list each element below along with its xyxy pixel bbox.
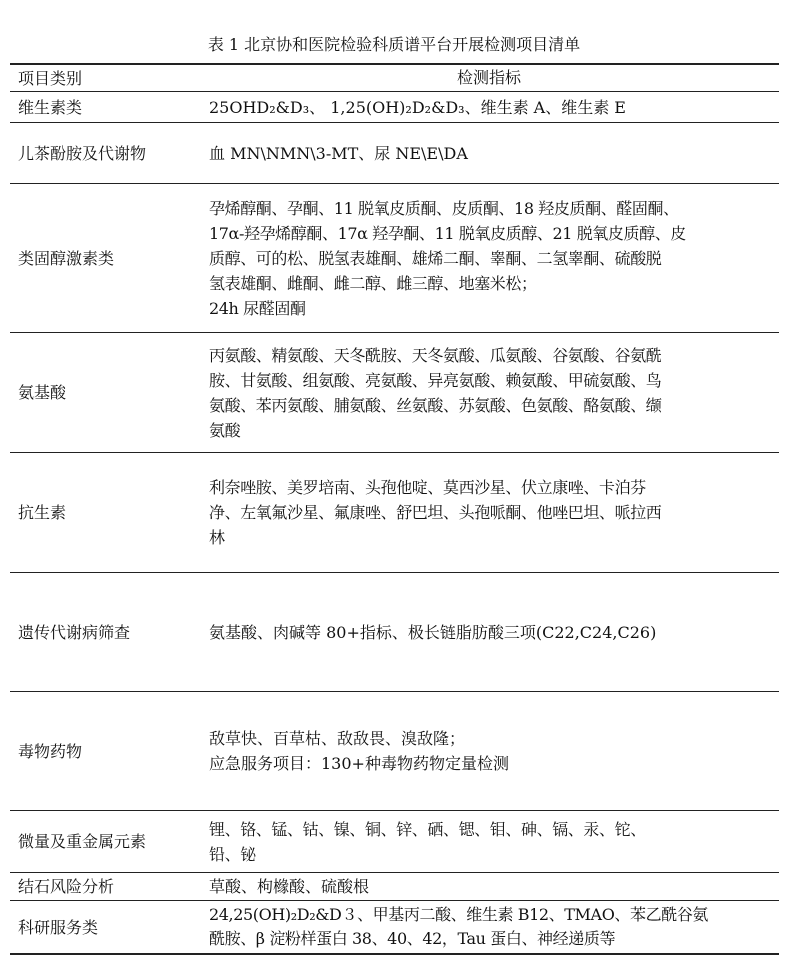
table-row-category: 类固醇激素类 (18, 248, 115, 268)
indicator-line: 孕烯醇酮、孕酮、11 脱氧皮质酮、皮质酮、18 羟皮质酮、醛固酮、 (209, 198, 679, 218)
indicator-line: 氨酸 (209, 420, 241, 440)
indicator-line: 净、左氧氟沙星、氟康唑、舒巴坦、头孢哌酮、他唑巴坦、哌拉西 (209, 503, 662, 522)
indicator-line: 应急服务项目：130+种毒物药物定量检测 (209, 754, 509, 773)
indicator-line: 25OHD₂&D₃、 1,25(OH)₂D₂&D₃、维生素 A、维生素 E (209, 97, 626, 117)
indicator-line: 草酸、枸橼酸、硫酸根 (209, 877, 370, 896)
table-title: 表 1 北京协和医院检验科质谱平台开展检测项目清单 (207, 35, 581, 54)
indicator-line: 氨基酸、肉碱等 80+指标、极长链脂肪酸三项(C22,C24,C26) (209, 622, 657, 642)
table-row-indicators (209, 92, 769, 122)
bottom-rule (10, 953, 779, 955)
table-row-indicators (209, 901, 769, 953)
table-row-category: 科研服务类 (18, 917, 99, 937)
indicator-line: 氢表雄酮、雌酮、雌二醇、雌三醇、地塞米松； (209, 273, 537, 293)
indicator-line: 林 (209, 528, 225, 547)
table-row-category: 抗生素 (18, 503, 67, 522)
table-row-indicators (209, 453, 769, 572)
indicator-line: 丙氨酸、精氨酸、天冬酰胺、天冬氨酸、瓜氨酸、谷氨酸、谷氨酰 (209, 345, 662, 365)
indicator-line: 利奈唑胺、美罗培南、头孢他啶、莫西沙星、伏立康唑、卡泊芬 (209, 478, 646, 497)
table-row-category: 氨基酸 (18, 383, 67, 402)
indicator-line: 酰胺、β 淀粉样蛋白 38、40、42，Tau 蛋白、神经递质等 (209, 929, 616, 948)
indicator-line: 17α-羟孕烯醇酮、17α 羟孕酮、11 脱氧皮质醇、21 脱氧皮质醇、皮 (209, 223, 686, 243)
header-category: 项目类别 (18, 68, 83, 88)
table-row-indicators (209, 573, 769, 691)
table-row-category: 遗传代谢病筛查 (18, 622, 131, 642)
table-row-category: 儿茶酚胺及代谢物 (18, 143, 147, 163)
table-row-indicators (209, 811, 769, 872)
table-row-indicators (209, 692, 769, 810)
indicator-line: 氨酸、苯丙氨酸、脯氨酸、丝氨酸、苏氨酸、色氨酸、酪氨酸、缬 (209, 395, 662, 415)
indicator-line: 锂、铬、锰、钴、镍、铜、锌、硒、锶、钼、砷、镉、汞、铊、 (209, 819, 646, 839)
indicator-line: 24,25(OH)₂D₂&D３、甲基丙二酸、维生素 B12、TMAO、苯乙酰谷氨 (209, 905, 709, 924)
table-row-indicators (209, 873, 769, 900)
table-row-indicators (209, 184, 769, 332)
indicator-line: 敌草快、百草枯、敌敌畏、溴敌隆； (209, 729, 466, 748)
indicator-line: 24h 尿醛固酮 (209, 298, 306, 318)
indicator-line: 胺、甘氨酸、组氨酸、亮氨酸、异亮氨酸、赖氨酸、甲硫氨酸、鸟 (209, 370, 662, 390)
table-row-category: 维生素类 (18, 97, 83, 117)
table-row-indicators (209, 333, 769, 452)
table-row-category: 毒物药物 (18, 741, 83, 761)
indicator-line: 质醇、可的松、脱氢表雄酮、雄烯二酮、睾酮、二氢睾酮、硫酸脱 (209, 248, 662, 268)
indicator-line: 铅、铋 (209, 844, 256, 864)
indicator-line: 血 MN\NMN\3-MT、尿 NE\E\DA (209, 143, 468, 163)
table-row-category: 微量及重金属元素 (18, 832, 147, 851)
table-row-indicators (209, 123, 769, 183)
header-indicators: 检测指标 (456, 68, 521, 87)
table-row-category: 结石风险分析 (18, 877, 115, 896)
